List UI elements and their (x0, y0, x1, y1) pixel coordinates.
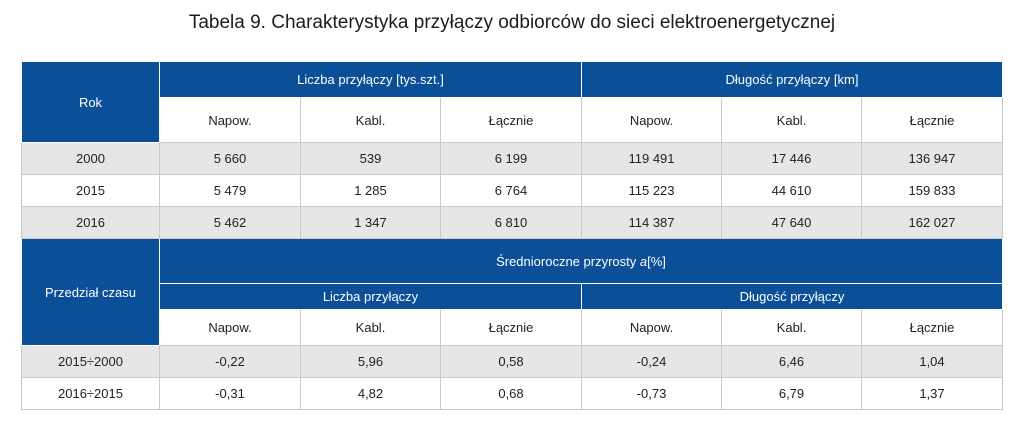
cell: 4,82 (301, 378, 441, 410)
count-group-header: Liczba przyłączy [tys.szt.] (160, 62, 582, 98)
cell: 47 640 (722, 207, 862, 239)
cell: 5 479 (160, 175, 301, 207)
cell: 539 (301, 143, 441, 175)
sub-header: Kabl. (301, 310, 441, 346)
cell: 1 347 (301, 207, 441, 239)
count-group-header: Liczba przyłączy (160, 284, 582, 310)
cell: 5 660 (160, 143, 301, 175)
cell: -0,22 (160, 346, 301, 378)
sub-header: Napow. (582, 310, 722, 346)
cell: 6 810 (441, 207, 582, 239)
sub-header: Łącznie (441, 310, 582, 346)
sub-header: Napow. (582, 98, 722, 143)
connections-table (21, 61, 1003, 410)
cell: 1 285 (301, 175, 441, 207)
cell: 17 446 (722, 143, 862, 175)
sub-header: Kabl. (722, 98, 862, 143)
cell: -0,24 (582, 346, 722, 378)
length-group-header: Długość przyłączy (582, 284, 1003, 310)
cell: 162 027 (862, 207, 1003, 239)
cell: 119 491 (582, 143, 722, 175)
cell: 5 462 (160, 207, 301, 239)
sub-header: Napow. (160, 310, 301, 346)
cell: 0,58 (441, 346, 582, 378)
cell: 6 199 (441, 143, 582, 175)
growth-super-label: Średnioroczne przyrosty (496, 253, 637, 269)
cell: -0,73 (582, 378, 722, 410)
table-row (22, 207, 1003, 239)
table-row (22, 143, 1003, 175)
cell: 6,46 (722, 346, 862, 378)
table-row (22, 378, 1003, 410)
cell: 5,96 (301, 346, 441, 378)
row-label: 2015÷2000 (22, 346, 160, 378)
period-header: Przedział czasu (22, 239, 160, 346)
cell: 159 833 (862, 175, 1003, 207)
growth-super-header (160, 239, 1003, 284)
cell: 136 947 (862, 143, 1003, 175)
sub-header: Kabl. (301, 98, 441, 143)
length-group-header: Długość przyłączy [km] (582, 62, 1003, 98)
cell: 44 610 (722, 175, 862, 207)
cell: 1,04 (862, 346, 1003, 378)
table-row (22, 175, 1003, 207)
cell: 6 764 (441, 175, 582, 207)
table-row (22, 346, 1003, 378)
row-label: 2016 (22, 207, 160, 239)
sub-header: Łącznie (441, 98, 582, 143)
sub-header: Łącznie (862, 98, 1003, 143)
cell: 114 387 (582, 207, 722, 239)
row-label: 2000 (22, 143, 160, 175)
sub-header: Napow. (160, 98, 301, 143)
cell: 0,68 (441, 378, 582, 410)
table-title: Tabela 9. Charakterystyka przyłączy odbiorców do sieci elektroenergetycznej (188, 12, 836, 33)
sub-header: Kabl. (722, 310, 862, 346)
row-label: 2016÷2015 (22, 378, 160, 410)
year-header: Rok (22, 62, 160, 143)
sub-header: Łącznie (862, 310, 1003, 346)
cell: 115 223 (582, 175, 722, 207)
row-label: 2015 (22, 175, 160, 207)
cell: 1,37 (862, 378, 1003, 410)
cell: 6,79 (722, 378, 862, 410)
growth-variable: a (639, 253, 648, 269)
growth-unit: [%] (647, 253, 666, 269)
cell: -0,31 (160, 378, 301, 410)
